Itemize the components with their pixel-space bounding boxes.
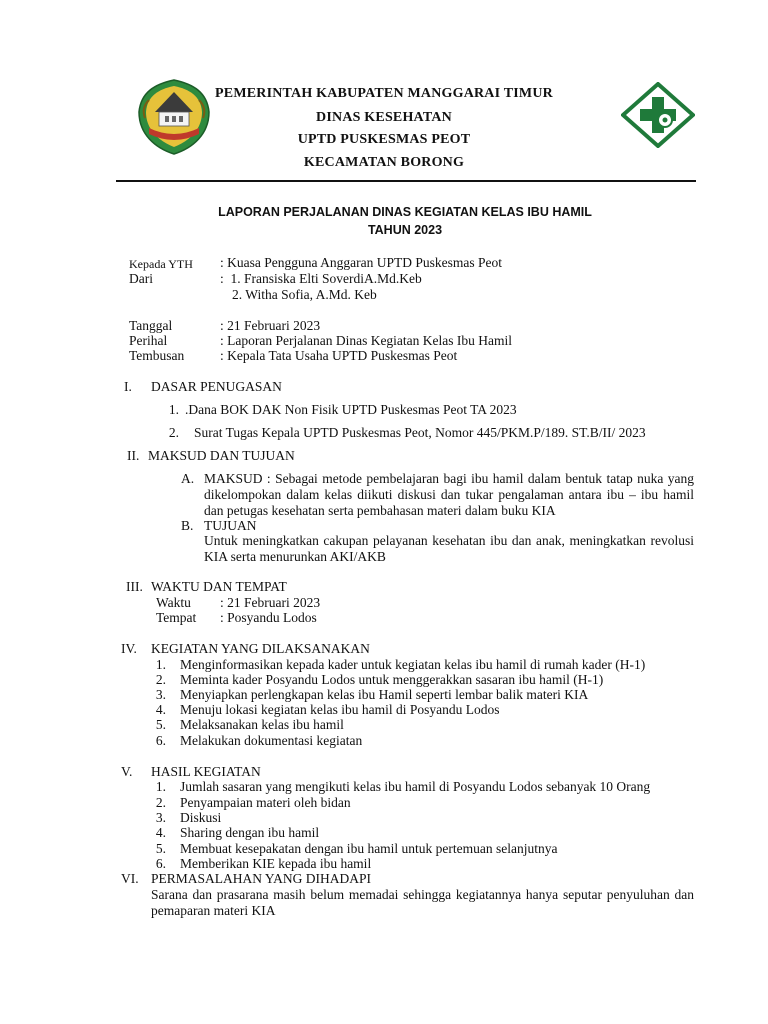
dari-label: Dari [129,271,153,286]
tanggal-label: Tanggal [129,318,173,333]
header-line-district: KECAMATAN BORONG [303,155,465,170]
section-4-title: KEGIATAN YANG DILAKSANAKAN [151,641,370,656]
section-6-title: PERMASALAHAN YANG DIHADAPI [151,871,372,886]
permasalahan-text: Sarana dan prasarana masih belum memadai sehingga kegiatannya hanya seputar penyuluhan dan pemaparan materi KIA [151,887,694,918]
kepada-value: : Kuasa Pengguna Anggaran UPTD Puskesmas Peot [220,255,502,270]
section-6-number: VI. [121,871,139,886]
report-year: TAHUN 2023 [367,223,443,237]
perihal-value: : Laporan Perjalanan Dinas Kegiatan Kelas Ibu Hamil [220,333,513,348]
tembusan-label: Tembusan [129,348,185,363]
tempat-value: : Posyandu Lodos [220,610,317,625]
tempat-label: Tempat [156,610,197,625]
document-page: PEMERINTAH KABUPATEN MANGGARAI TIMUR DINAS KESEHATAN UPTD PUSKESMAS PEOT KECAMATAN BORONG LAPORAN PERJALANAN DINAS KEGIATAN KELAS IBU HAMIL TAHUN 2023 Kepada YTH : Kuasa Pengguna Anggaran UPTD Puskesmas Peot Dari : 1. Fransiska Elti SoverdiA.Md.Keb 2. Witha Sofia, A.Md. Keb Tanggal : 21 Februari 2023 Perihal : Laporan Perjalanan Dinas Kegiatan Kelas Ibu Hamil Tembusan : Kepala Tata Usaha UPTD Puskesmas Peot I. DASAR PENUGASAN 1. .Dana BOK DAK Non Fisik UPTD Puskesmas Peot TA 2023 2. Surat Tugas Kepala UPTD Puskesmas Peot, Nomor 445/PKM.P/189. ST.B/II/ 2023 II. MAKSUD DAN TUJUAN A. MAKSUD : Sebagai metode pembelajaran bagi ibu hamil dalam bentuk tatap nuka yang dikelompokan dalam kelas diikuti diskusi dan tukar pengalaman antara ibu – ibu hamil dan petugas kesehatan serta pembahasan materi dalam buku KIA B. TUJUAN Untuk meningkatkan cakupan pelayanan kesehatan ibu dan anak, meningkatkan revolusi KIA serta menurunkan AKI/AKB III. WAKTU DAN TEMPAT Waktu : 21 Februari 2023 Tempat : Posyandu Lodos IV. KEGIATAN YANG DILAKSANAKAN 1. Menginformasikan kepada kader untuk kegiatan kelas ibu hamil di rumah kader (H-1) 2. Meminta kader Posyandu Lodos untuk menggerakkan sasaran ibu hamil (H-1) 3. Menyiapkan perlengkapan kelas ibu Hamil seperti lembar balik materi KIA 4. Menuju lokasi kegiatan kelas ibu hamil di Posyandu Lodos 5. Melaksanakan kelas ibu hamil 6. Melakukan dokumentasi kegiatan V. HASIL KEGIATAN 1. Jumlah sasaran yang mengikuti kelas ibu hamil di Posyandu Lodos sebanyak 10 Orang 2. Penyampaian materi oleh bidan 3. Diskusi 4. Sharing dengan ibu hamil 5. Membuat kesepakatan dengan ibu hamil untuk pertemuan selanjutnya 6. Memberikan KIE kepada ibu hamil VI. PERMASALAHAN YANG DIHADAPI Sarana dan prasarana masih belum memadai sehingga kegiatannya hanya seputar penyuluhan dan pemaparan materi KIA [0,0,768,1024]
header-line-government: PEMERINTAH KABUPATEN MANGGARAI TIMUR [215,86,553,101]
dari-value-2: 2. Witha Sofia, A.Md. Keb [232,287,377,302]
section-5-title: HASIL KEGIATAN [151,764,261,779]
report-title: LAPORAN PERJALANAN DINAS KEGIATAN KELAS IBU HAMIL [218,205,592,219]
perihal-label: Perihal [129,333,168,348]
section-1-number: I. [124,379,132,394]
tujuan-title: TUJUAN [204,518,257,533]
section-1-title: DASAR PENUGASAN [151,379,282,394]
section-2-title: MAKSUD DAN TUJUAN [148,448,295,463]
header-divider [116,180,696,182]
maksud-label: A. [181,471,195,486]
section-5-number: V. [121,764,133,779]
maksud-text: MAKSUD : Sebagai metode pembelajaran bagi ibu hamil dalam bentuk tatap nuka yang dikelompokan dalam kelas diikuti diskusi dan tukar pengalaman antara ibu – ibu hamil dan petugas kesehatan serta pembahasan materi dalam buku KIA [204,471,694,518]
kepada-label: Kepada YTH [129,257,193,271]
section-3-number: III. [126,579,143,594]
section-4-number: IV. [121,641,137,656]
tembusan-value: : Kepala Tata Usaha UPTD Puskesmas Peot [220,348,458,363]
dari-value-1: : 1. Fransiska Elti SoverdiA.Md.Keb [220,271,422,286]
header-line-department: DINAS KESEHATAN [316,110,452,125]
section-3-title: WAKTU DAN TEMPAT [151,579,287,594]
header-line-uptd: UPTD PUSKESMAS PEOT [297,132,471,147]
waktu-value: : 21 Februari 2023 [220,595,321,610]
puskesmas-cross-logo [621,82,695,148]
section-2-number: II. [127,448,140,463]
tujuan-label: B. [181,518,194,533]
waktu-label: Waktu [156,595,191,610]
tujuan-text: Untuk meningkatkan cakupan pelayanan kesehatan ibu dan anak, meningkatkan revolusi KIA serta menurunkan AKI/AKB [204,533,694,564]
tanggal-value: : 21 Februari 2023 [220,318,321,333]
